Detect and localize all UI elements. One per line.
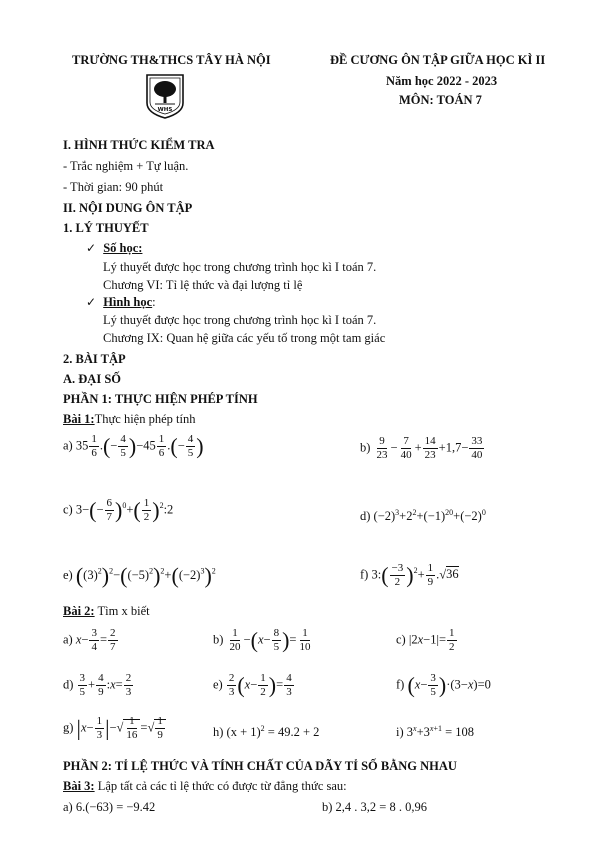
arith-line-1: Lý thuyết được học trong chương trình học kì I toán 7. (103, 260, 377, 274)
subject: MÔN: TOÁN 7 (399, 93, 482, 107)
school-year: Năm học 2022 - 2023 (386, 74, 498, 88)
checkmark-icon: ✓ (86, 295, 97, 309)
section-2-heading: II. NỘI DUNG ÔN TẬP (63, 201, 193, 215)
bai-3-b: b) 2,4 . 3,2 = 8 . 0,96 (322, 800, 427, 814)
arith-item (86, 241, 142, 256)
bai-2-d: d) $\frac{3}{5}$ + $\frac{4}{9}$ :x= $\frac{2}{3}$ (63, 672, 132, 698)
bai-2-e: e) $\frac{2}{3}$ (x− $\frac{1}{2}$ )= $\frac{4}{3}$ (213, 672, 292, 698)
bai-3-a: a) 6.(−63) = −9.42 (63, 800, 156, 814)
theory-heading: 1. LÝ THUYẾT (63, 221, 149, 235)
checkmark-icon: ✓ (86, 241, 97, 255)
bai-2-c: c) |2x−1|= $\frac{1}{2}$ (396, 627, 455, 653)
bai-2-b: b) $\frac{1}{20}$ −(x− $\frac{8}{5}$ )= $\frac{1}{10}$ (213, 627, 311, 653)
arith-label: Số học: (103, 241, 143, 255)
geo-colon: : (152, 295, 156, 309)
exercise-heading: 2. BÀI TẬP (63, 352, 126, 366)
bai-1-text: Thực hiện phép tính (94, 412, 196, 426)
bai-3-label: Bài 3: (63, 779, 95, 793)
school-logo (143, 73, 187, 123)
section-1-heading: I. HÌNH THỨC KIỂM TRA (63, 138, 215, 152)
bai-1-a: a) 35 $\frac{1}{6}$ .(− $\frac{4}{5}$ )−45 $\frac{1}{6}$ .(− $\frac{4}{5}$ ) (63, 433, 204, 459)
algebra-heading: A. ĐẠI SỐ (63, 372, 121, 386)
bai-2-g: g) |x− $\frac{1}{3}$ |−√ $\frac{1}{16}$ =√ $\frac{1}{9}$ (63, 716, 166, 741)
part-2-heading: PHẦN 2: TỈ LỆ THỨC VÀ TÍNH CHẤT CỦA DÃY TỈ SỐ BẰNG NHAU (63, 759, 457, 773)
bai-1-label: Bài 1: (63, 412, 95, 426)
bai-2-text: Tìm x biết (94, 604, 150, 618)
geo-line-1: Lý thuyết được học trong chương trình học kì I toán 7. (103, 313, 377, 327)
svg-text:WHS: WHS (157, 107, 173, 113)
bai-2-f: f) (x− $\frac{3}{5}$ )·(3−x)=0 (396, 672, 491, 698)
bai-1-f: f) 3:( $\frac{-3}{2}$ )$^2$+ $\frac{1}{9}$ .√36 (360, 562, 459, 588)
bai-1-b: b) $\frac{9}{23}$ − $\frac{7}{40}$ + $\frac{14}{23}$ +1,7− $\frac{33}{40}$ (360, 435, 483, 461)
part-1-heading: PHẦN 1: THỰC HIỆN PHÉP TÍNH (63, 392, 258, 406)
bai-3-heading (63, 779, 347, 794)
school-name: TRƯỜNG TH&THCS TÂY HÀ NỘI (72, 53, 271, 67)
geo-line-2: Chương IX: Quan hệ giữa các yếu tố trong một tam giác (103, 331, 386, 345)
bai-1-e: e) $((3)^2)^2-((-5)^2)^2+((-2)^3)^2$ (63, 563, 216, 588)
geo-item (86, 295, 156, 310)
bai-1-d: d) $(-2)^3+2^2+(-1)^{20}+(-2)^0$ (360, 508, 486, 524)
exam-duration: - Thời gian: 90 phút (63, 180, 164, 194)
bai-2-h: h) $(x + 1)^2 = 49.2 + 2$ (213, 724, 320, 740)
bai-2-heading (63, 604, 150, 619)
bai-2-label: Bài 2: (63, 604, 95, 618)
bai-1-heading (63, 412, 195, 427)
bai-2-a: a) x− $\frac{3}{4}$ = $\frac{2}{7}$ (63, 627, 116, 653)
exam-format: - Trắc nghiệm + Tự luận. (63, 159, 189, 173)
bai-1-c: c) 3−(− $\frac{6}{7}$ )$^0$+( $\frac{1}{2}$ )$^2$:2 (63, 497, 174, 523)
bai-2-i: i) $3^x+3^{x+1} = 108$ (396, 724, 475, 740)
bai-3-text: Lập tất cả các tỉ lệ thức có được từ đẳng thức sau: (94, 779, 347, 793)
document-title: ĐỀ CƯƠNG ÔN TẬP GIỮA HỌC KÌ II (330, 53, 546, 67)
geo-label: Hình học (103, 295, 153, 309)
arith-line-2: Chương VI: Tỉ lệ thức và đại lượng tỉ lệ (103, 278, 303, 292)
